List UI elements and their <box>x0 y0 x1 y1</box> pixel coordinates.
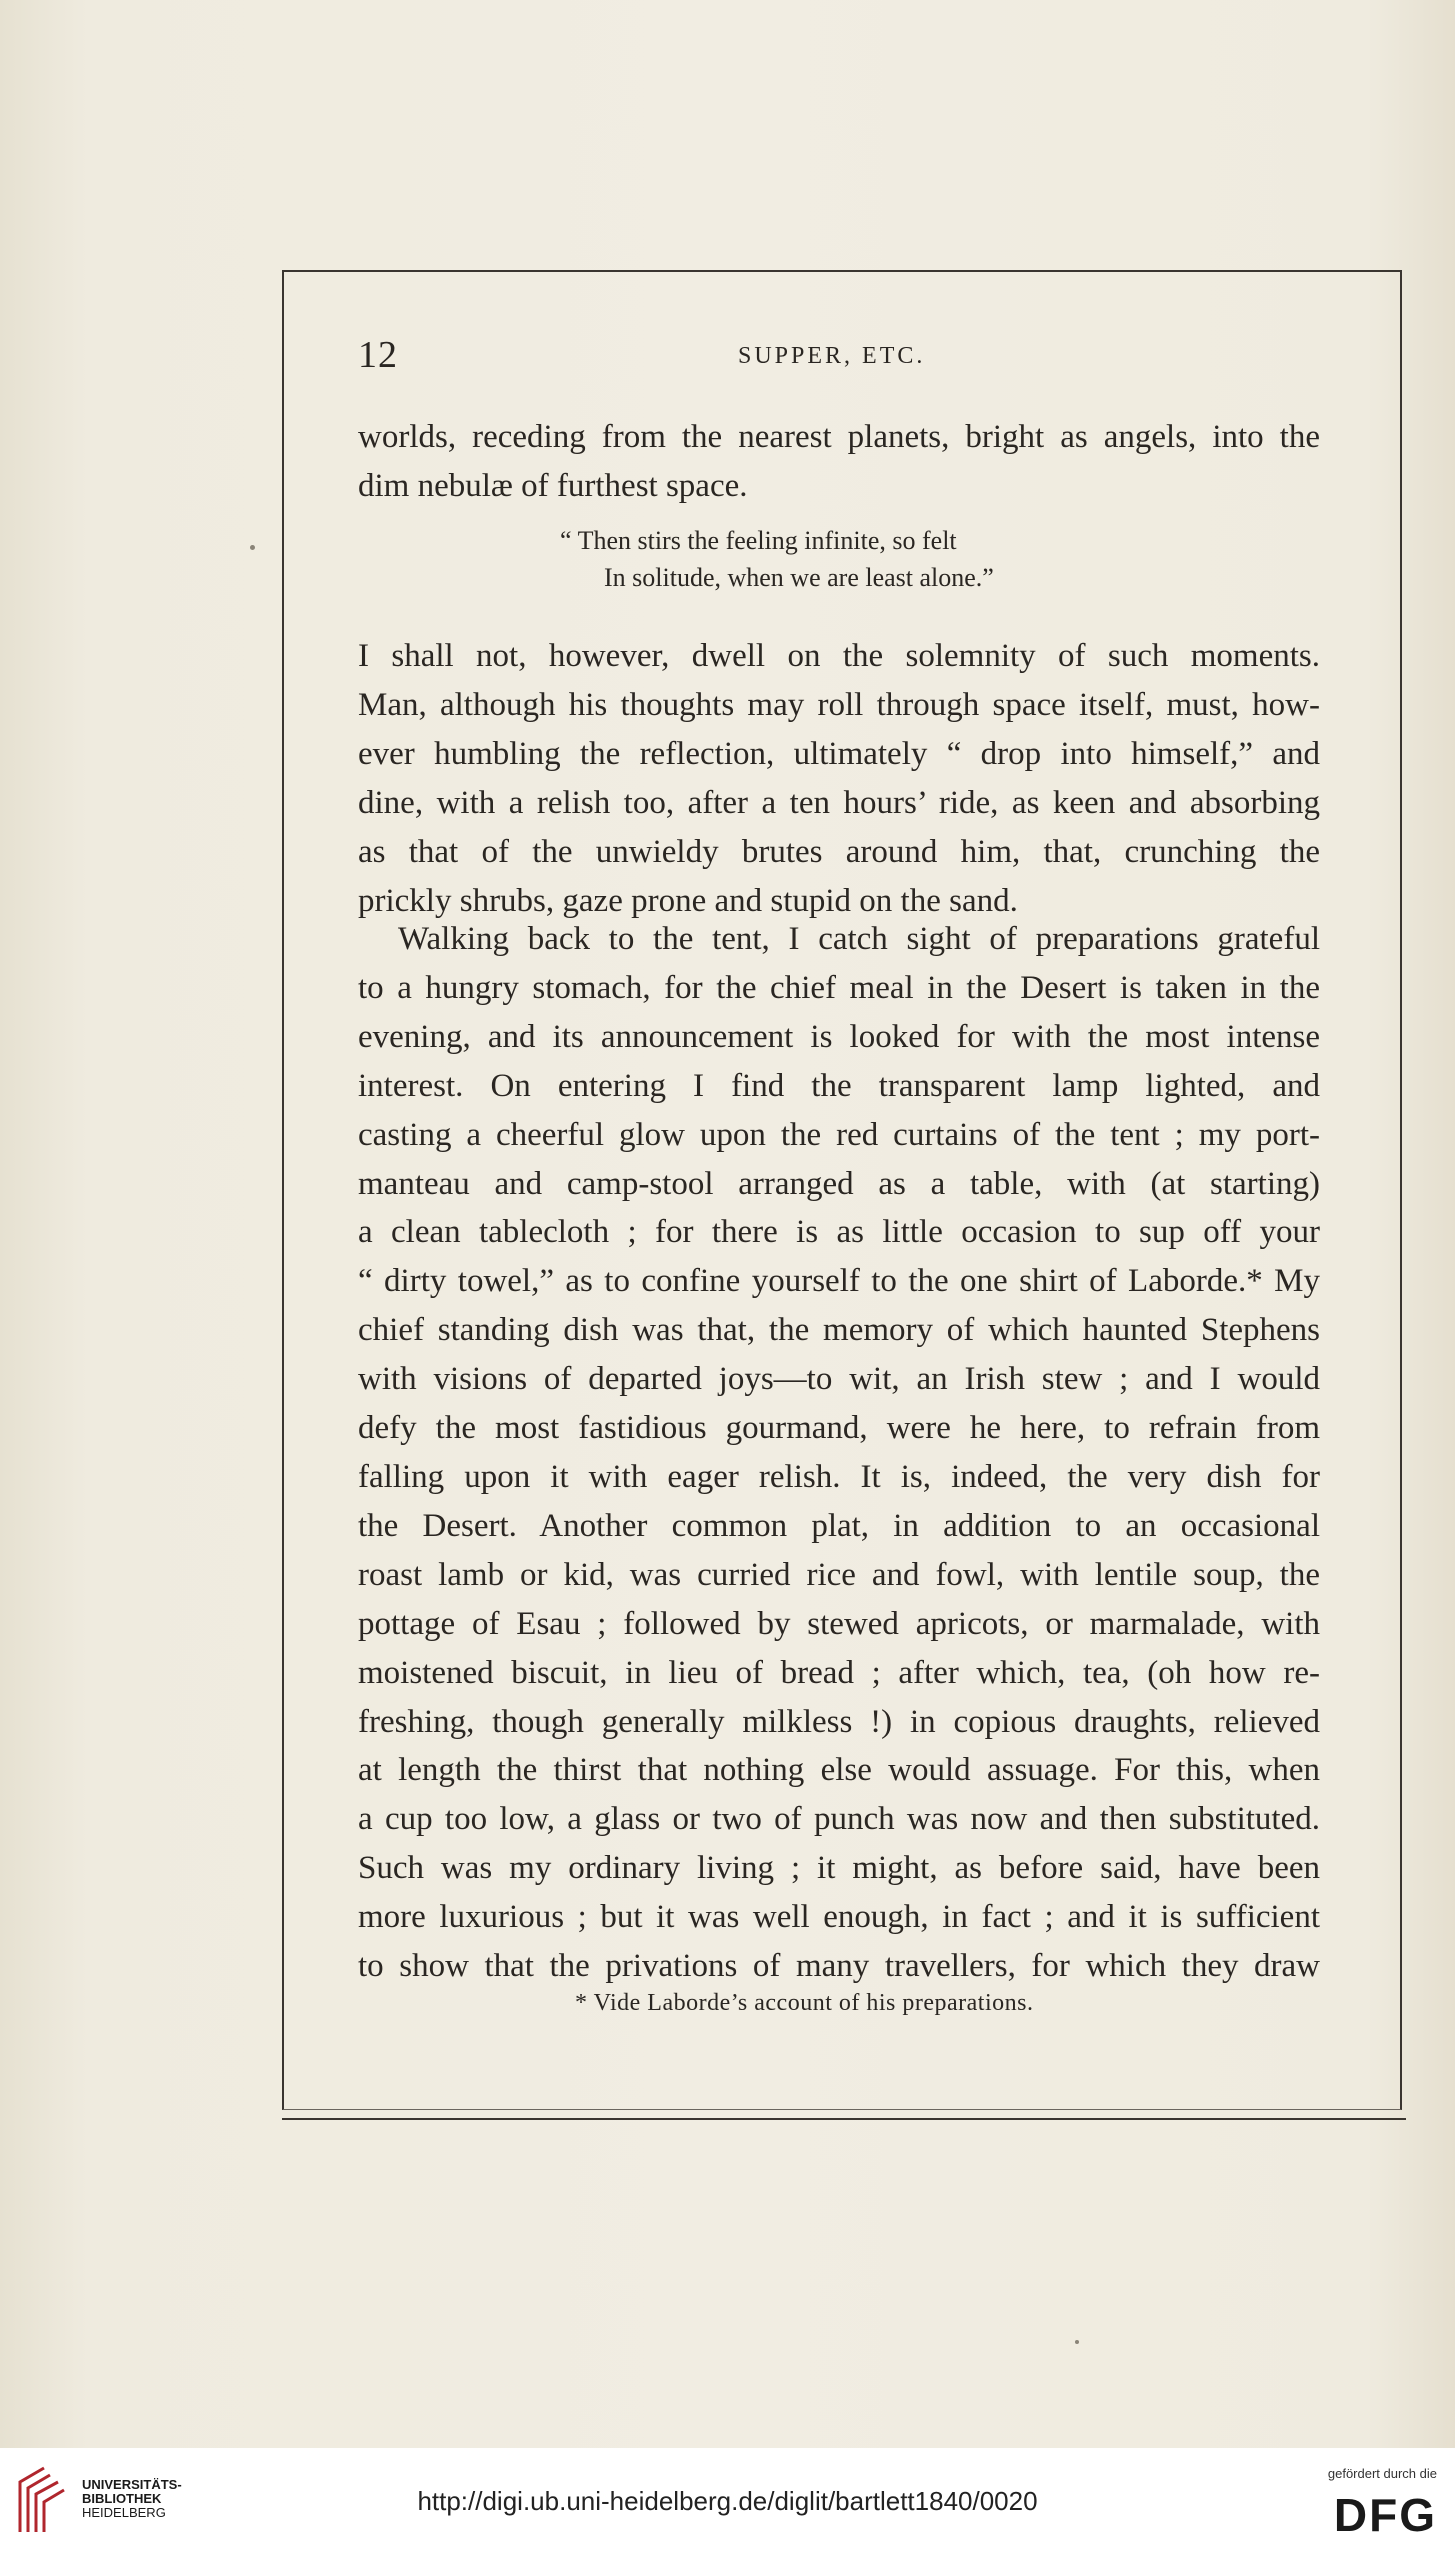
paper-speck <box>250 545 255 550</box>
text-line: I shall not, however, dwell on the solemnity of such moments. <box>358 638 1320 674</box>
verse-quote <box>560 522 1080 596</box>
text-line: freshing, though generally milkless !) in copious draughts, relieved <box>358 1703 1320 1740</box>
text-line: Such was my ordinary living ; it might, as before said, have been <box>358 1850 1320 1887</box>
paragraph-1 <box>358 413 1320 511</box>
text-line: evening, and its announcement is looked for with the most intense <box>358 1018 1320 1055</box>
text-line: “ dirty towel,” as to confine yourself to the one shirt of Laborde.* My <box>358 1263 1320 1300</box>
text-line: defy the most fastidious gourmand, were he here, to refrain from <box>358 1410 1320 1447</box>
funder-caption: gefördert durch die <box>1327 2466 1437 2481</box>
text-line: Man, although his thoughts may roll through space itself, must, how- <box>358 686 1320 723</box>
text-line: manteau and camp-stool arranged as a table, with (at starting) <box>358 1165 1320 1202</box>
frame-bottom-rule <box>282 2118 1406 2120</box>
text-line: dine, with a relish too, after a ten hours’ ride, as keen and absorbing <box>358 784 1320 821</box>
permalink-url[interactable]: http://digi.ub.uni-heidelberg.de/diglit/bartlett1840/0020 <box>417 2486 1038 2516</box>
text-line: ever humbling the reflection, ultimately “ drop into himself,” and <box>358 735 1320 772</box>
text-line: with visions of departed joys—to wit, an Irish stew ; and I would <box>358 1361 1320 1398</box>
footer-bar <box>0 2448 1455 2553</box>
text-line: a cup too low, a glass or two of punch was now and then substituted. <box>358 1801 1320 1838</box>
paper-speck <box>1075 2340 1079 2344</box>
text-line: as that of the unwieldy brutes around him, that, crunching the <box>358 833 1320 870</box>
text-line: moistened biscuit, in lieu of bread ; after which, tea, (oh how re- <box>358 1654 1320 1691</box>
text-line: to a hungry stomach, for the chief meal in the Desert is taken in the <box>358 969 1320 1006</box>
text-line: a clean tablecloth ; for there is as little occasion to sup off your <box>358 1214 1320 1251</box>
text-line: at length the thirst that nothing else would assuage. For this, when <box>358 1752 1320 1789</box>
quote-line: In solitude, when we are least alone.” <box>604 563 994 592</box>
dfg-logo: DFG <box>1333 2489 1437 2541</box>
library-name-line: UNIVERSITÄTS- <box>82 2477 182 2492</box>
text-line: to show that the privations of many travellers, for which they draw <box>358 1948 1320 1985</box>
quote-line: “ Then stirs the feeling infinite, so felt <box>560 526 957 555</box>
text-line: more luxurious ; but it was well enough, in fact ; and it is sufficient <box>358 1899 1320 1936</box>
paragraph-3 <box>358 915 1320 1991</box>
library-name-line: BIBLIOTHEK <box>82 2491 162 2506</box>
running-head: SUPPER, ETC. <box>738 343 926 369</box>
text-line: worlds, receding from the nearest planets, bright as angels, into the <box>358 419 1320 455</box>
library-name-line: HEIDELBERG <box>82 2505 166 2520</box>
page-header <box>358 333 1320 383</box>
footnote: * Vide Laborde’s account of his preparations. <box>575 1990 1034 2016</box>
text-line: interest. On entering I find the transparent lamp lighted, and <box>358 1067 1320 1104</box>
text-line: roast lamb or kid, was curried rice and fowl, with lentile soup, the <box>358 1556 1320 1593</box>
text-line: dim nebulæ of furthest space. <box>358 467 748 504</box>
page-number: 12 <box>358 334 398 376</box>
text-line: the Desert. Another common plat, in addition to an occasional <box>358 1507 1320 1544</box>
paragraph-2 <box>358 632 1320 925</box>
text-line: falling upon it with eager relish. It is, indeed, the very dish for <box>358 1458 1320 1495</box>
text-line: chief standing dish was that, the memory of which haunted Stephens <box>358 1312 1320 1349</box>
text-line: prickly shrubs, gaze prone and stupid on the sand. <box>358 882 1018 919</box>
text-line: casting a cheerful glow upon the red curtains of the tent ; my port- <box>358 1116 1320 1153</box>
text-line: Walking back to the tent, I catch sight of preparations grateful <box>398 921 1320 957</box>
text-line: pottage of Esau ; followed by stewed apricots, or marmalade, with <box>358 1605 1320 1642</box>
